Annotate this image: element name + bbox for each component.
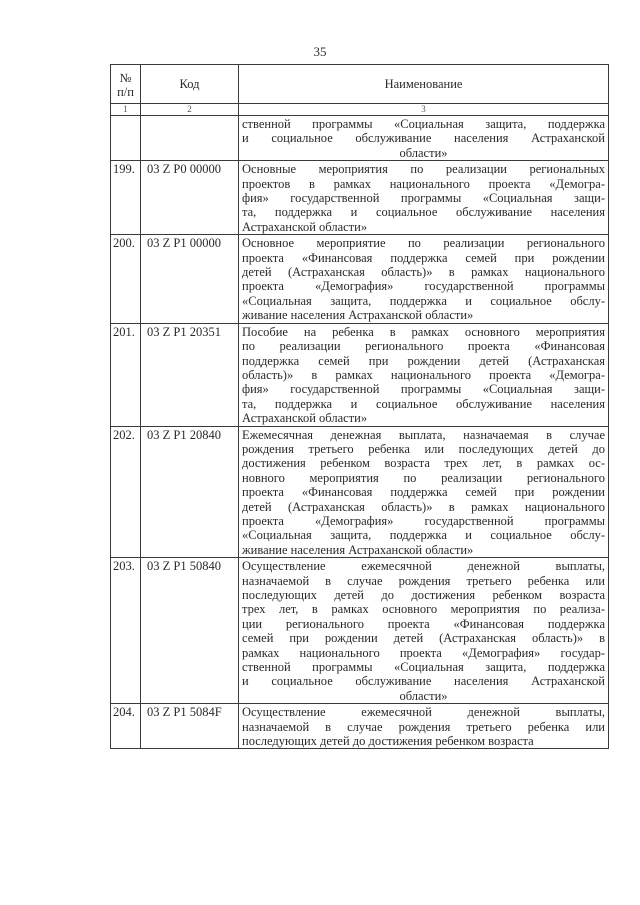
row-number: 204.: [111, 704, 141, 749]
row-code: 03 Z P1 50840: [141, 558, 239, 704]
row-code: [141, 116, 239, 161]
table-row: [111, 704, 609, 749]
name-line: ственной программы «Социальная защита, поддержка: [242, 660, 605, 675]
name-line: проекта «Финансовая поддержка семей при рождении: [242, 485, 605, 500]
row-name: [239, 704, 609, 749]
name-line: Основные мероприятия по реализации региональных: [242, 162, 605, 177]
table-row: [111, 323, 609, 426]
table-row: [111, 558, 609, 704]
name-line: последующих детей до достижения ребенком возраста: [242, 588, 605, 602]
name-line: области»: [399, 145, 448, 160]
name-line: Астраханской области»: [242, 411, 368, 426]
row-number: 200.: [111, 235, 141, 323]
classification-table: [110, 64, 609, 749]
name-line: назначаемой в случае рождения третьего ребенка или: [242, 719, 605, 734]
name-line: живание населения Астраханской области»: [242, 542, 474, 557]
name-line: рождения третьего ребенка или последующих детей до: [242, 441, 605, 456]
row-name: [239, 235, 609, 323]
page-number: 35: [313, 44, 327, 59]
column-index: 1: [111, 104, 141, 116]
name-line: та, поддержка и социальное обслуживание населения: [242, 205, 605, 220]
row-number: [111, 116, 141, 161]
name-line: Пособие на ребенка в рамках основного мероприятия: [242, 324, 605, 339]
row-number: 203.: [111, 558, 141, 704]
name-line: детей (Астраханская область)» в рамках национального: [242, 265, 605, 280]
table-row: [111, 161, 609, 235]
name-line: Ежемесячная денежная выплата, назначаемая в случае: [242, 427, 605, 442]
row-code: 03 Z P1 20351: [141, 323, 239, 426]
row-name: [239, 161, 609, 235]
row-code: 03 Z P1 20840: [141, 426, 239, 558]
name-line: ции регионального проекта «Финансовая поддержка: [242, 616, 605, 631]
name-line: фия» государственной программы «Социальная защи-: [242, 191, 605, 206]
header-name: Наименование: [239, 65, 609, 104]
name-line: новного мероприятия по реализации регионального: [242, 470, 605, 485]
column-index: 3: [239, 104, 609, 116]
name-line: проекта «Демография» государственной программы: [242, 279, 605, 294]
row-name: [239, 426, 609, 558]
name-line: проекта «Демография» государственной программы: [242, 513, 605, 528]
name-line: живание населения Астраханской области»: [242, 308, 474, 323]
name-line: Основное мероприятие по реализации регионального: [242, 236, 605, 251]
header-num: № п/п: [111, 65, 141, 104]
row-number: 202.: [111, 426, 141, 558]
row-number: 199.: [111, 161, 141, 235]
row-name: [239, 116, 609, 161]
name-line: фия» государственной программы «Социальная защи-: [242, 382, 605, 397]
name-line: последующих детей до достижения ребенком возраста: [242, 734, 534, 749]
name-line: достижения ребенком возраста трех лет, в рамках ос-: [242, 456, 605, 471]
row-code: 03 Z P1 5084F: [141, 704, 239, 749]
name-line: и социальное обслуживание населения Астраханской: [242, 131, 605, 146]
table-header-row: [111, 65, 609, 104]
row-name: [239, 323, 609, 426]
name-line: рамках национального проекта «Демография» государ-: [242, 645, 605, 660]
name-line: семей при рождении детей (Астраханская область)» в: [242, 631, 605, 646]
row-name: [239, 558, 609, 704]
row-code: 03 Z P1 00000: [141, 235, 239, 323]
row-code: 03 Z P0 00000: [141, 161, 239, 235]
name-line: поддержка семей при рождении детей (Астраханская: [242, 353, 605, 368]
header-code: Код: [141, 65, 239, 104]
table-row: [111, 235, 609, 323]
name-line: Осуществление ежемесячной денежной выплаты,: [242, 705, 605, 720]
name-line: и социальное обслуживание населения Астраханской: [242, 674, 605, 689]
name-line: Астраханской области»: [242, 219, 368, 234]
name-line: область)» в рамках национального проекта «Демогра-: [242, 367, 605, 382]
name-line: проекта «Финансовая поддержка семей при рождении: [242, 250, 605, 265]
column-index-row: [111, 104, 609, 116]
column-index: 2: [141, 104, 239, 116]
name-line: Осуществление ежемесячной денежной выплаты,: [242, 559, 605, 574]
table-row: [111, 426, 609, 558]
name-line: «Социальная защита, поддержка и социальное обслу-: [242, 528, 605, 543]
name-line: ственной программы «Социальная защита, поддержка: [242, 117, 605, 131]
table-row: [111, 116, 609, 161]
name-line: детей (Астраханская область)» в рамках национального: [242, 499, 605, 514]
name-line: та, поддержка и социальное обслуживание населения: [242, 396, 605, 411]
row-number: 201.: [111, 323, 141, 426]
name-line: по реализации регионального проекта «Финансовая: [242, 339, 605, 354]
name-line: назначаемой в случае рождения третьего ребенка или: [242, 573, 605, 588]
name-line: области»: [399, 688, 448, 703]
name-line: проектов в рамках национального проекта «Демогра-: [242, 176, 605, 191]
name-line: трех лет, в рамках основного мероприятия по реализа-: [242, 602, 605, 617]
name-line: «Социальная защита, поддержка и социальное обслу-: [242, 293, 605, 308]
